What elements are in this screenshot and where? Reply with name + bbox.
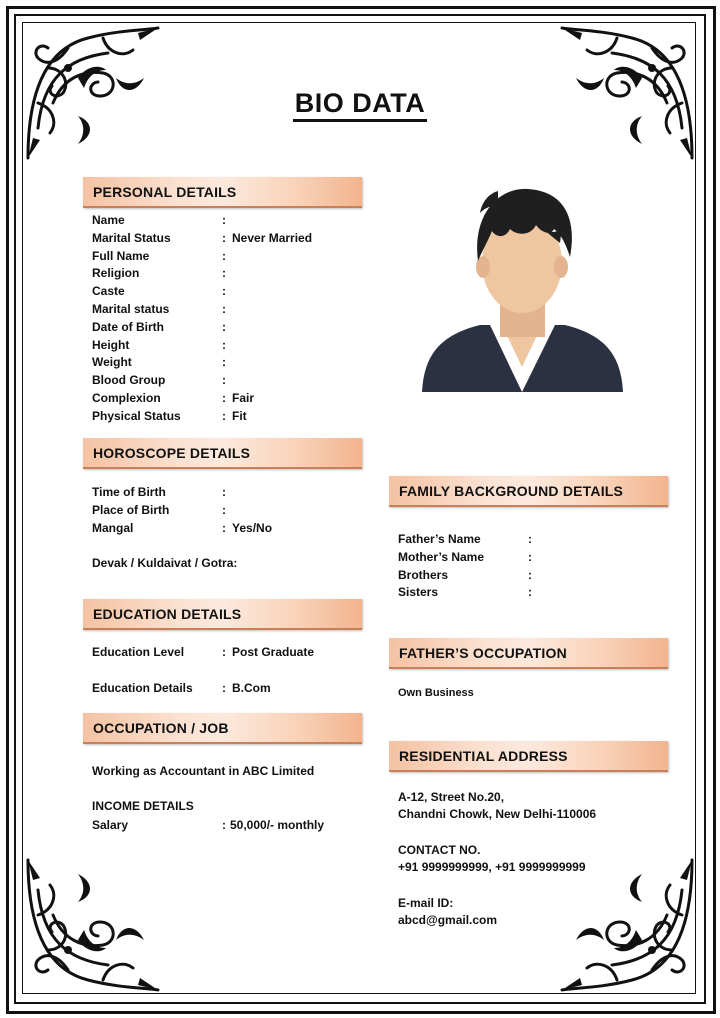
detail-row bbox=[398, 583, 658, 601]
detail-row bbox=[92, 229, 352, 247]
family-background-header: FAMILY BACKGROUND DETAILS bbox=[389, 476, 668, 507]
detail-row bbox=[92, 371, 352, 389]
detail-value: Never Married bbox=[232, 230, 313, 245]
detail-colon: : bbox=[222, 520, 226, 535]
detail-label: Complexion bbox=[92, 391, 161, 405]
occupation-line: Working as Accountant in ABC Limited bbox=[92, 764, 315, 778]
detail-colon: : bbox=[222, 355, 226, 370]
detail-label: Date of Birth bbox=[92, 319, 164, 334]
horoscope-details-header: HOROSCOPE DETAILS bbox=[83, 438, 362, 469]
detail-label: Sisters bbox=[398, 585, 439, 600]
email-label: E-mail ID: bbox=[398, 896, 454, 910]
detail-colon: : bbox=[528, 585, 532, 600]
detail-colon: : bbox=[528, 549, 532, 564]
detail-label: Education Level bbox=[92, 645, 185, 659]
detail-colon: : bbox=[222, 230, 226, 245]
detail-row bbox=[92, 389, 352, 407]
detail-row bbox=[92, 679, 352, 697]
detail-row bbox=[92, 300, 352, 318]
fathers-occupation-value: Own Business bbox=[398, 687, 474, 699]
education-details-header: EDUCATION DETAILS bbox=[83, 599, 362, 630]
salary-label: Salary bbox=[92, 818, 129, 832]
detail-colon: : bbox=[222, 373, 226, 388]
detail-colon: : bbox=[222, 408, 226, 423]
detail-row bbox=[92, 519, 352, 537]
detail-row bbox=[92, 643, 352, 661]
salary-colon: : bbox=[222, 818, 226, 832]
detail-row bbox=[92, 247, 352, 265]
salary-value: 50,000/- monthly bbox=[230, 818, 325, 832]
detail-colon: : bbox=[222, 645, 226, 659]
address-line-2: Chandni Chowk, New Delhi-110006 bbox=[398, 807, 597, 821]
detail-row bbox=[92, 211, 352, 229]
detail-row bbox=[398, 566, 658, 584]
detail-colon: : bbox=[222, 302, 226, 316]
detail-colon: : bbox=[222, 485, 226, 499]
detail-label: Religion bbox=[92, 266, 140, 281]
detail-row bbox=[92, 282, 352, 300]
fathers-occupation-header: FATHER’S OCCUPATION bbox=[389, 638, 668, 669]
detail-colon: : bbox=[222, 337, 226, 352]
detail-label: Education Details bbox=[92, 680, 193, 695]
gotra-label: Devak / Kuldaivat / Gotra: bbox=[92, 556, 238, 570]
detail-colon: : bbox=[222, 284, 226, 299]
contact-label: CONTACT NO. bbox=[398, 843, 481, 857]
detail-value: Yes/No bbox=[232, 520, 273, 535]
detail-label: Weight bbox=[92, 355, 132, 370]
detail-label: Marital Status bbox=[92, 230, 171, 245]
detail-label: Time of Birth bbox=[92, 485, 166, 499]
detail-value: Post Graduate bbox=[232, 645, 315, 659]
page-title-text: BIO DATA bbox=[293, 88, 427, 122]
income-details-label: INCOME DETAILS bbox=[92, 799, 194, 813]
detail-row bbox=[92, 501, 352, 519]
address-line-1: A-12, Street No.20, bbox=[398, 790, 505, 804]
detail-colon: : bbox=[222, 213, 226, 227]
detail-colon: : bbox=[222, 680, 226, 695]
detail-colon: : bbox=[528, 532, 532, 546]
detail-row bbox=[92, 264, 352, 282]
detail-label: Father’s Name bbox=[398, 532, 481, 546]
detail-value: Fair bbox=[232, 391, 255, 405]
detail-value: B.Com bbox=[232, 680, 271, 695]
detail-row bbox=[92, 407, 352, 425]
detail-label: Place of Birth bbox=[92, 502, 170, 517]
detail-colon: : bbox=[222, 266, 226, 281]
detail-label: Physical Status bbox=[92, 408, 181, 423]
detail-label: Mangal bbox=[92, 520, 134, 535]
contact-value: +91 9999999999, +91 9999999999 bbox=[398, 860, 586, 874]
salary-row bbox=[92, 816, 352, 834]
personal-details-header: PERSONAL DETAILS bbox=[83, 177, 362, 208]
detail-label: Full Name bbox=[92, 248, 150, 263]
detail-colon: : bbox=[222, 248, 226, 263]
detail-row bbox=[92, 318, 352, 336]
detail-label: Blood Group bbox=[92, 373, 166, 388]
detail-row bbox=[92, 353, 352, 371]
residential-address-header: RESIDENTIAL ADDRESS bbox=[389, 741, 668, 772]
detail-label: Name bbox=[92, 213, 125, 227]
detail-label: Brothers bbox=[398, 567, 449, 582]
detail-row bbox=[92, 483, 352, 501]
ornament-corner-bottom-left-icon bbox=[8, 850, 168, 1010]
detail-label: Marital status bbox=[92, 302, 170, 316]
detail-colon: : bbox=[222, 319, 226, 334]
detail-row bbox=[398, 548, 658, 566]
detail-label: Caste bbox=[92, 284, 125, 299]
detail-row bbox=[398, 530, 658, 548]
detail-label: Mother’s Name bbox=[398, 549, 485, 564]
detail-value: Fit bbox=[232, 408, 247, 423]
occupation-header: OCCUPATION / JOB bbox=[83, 713, 362, 744]
detail-row bbox=[92, 336, 352, 354]
detail-colon: : bbox=[528, 567, 532, 582]
detail-colon: : bbox=[222, 502, 226, 517]
person-avatar-icon bbox=[420, 185, 625, 392]
detail-colon: : bbox=[222, 391, 226, 405]
email-value: abcd@gmail.com bbox=[398, 913, 498, 927]
page-title bbox=[0, 88, 720, 119]
detail-label: Height bbox=[92, 337, 130, 352]
